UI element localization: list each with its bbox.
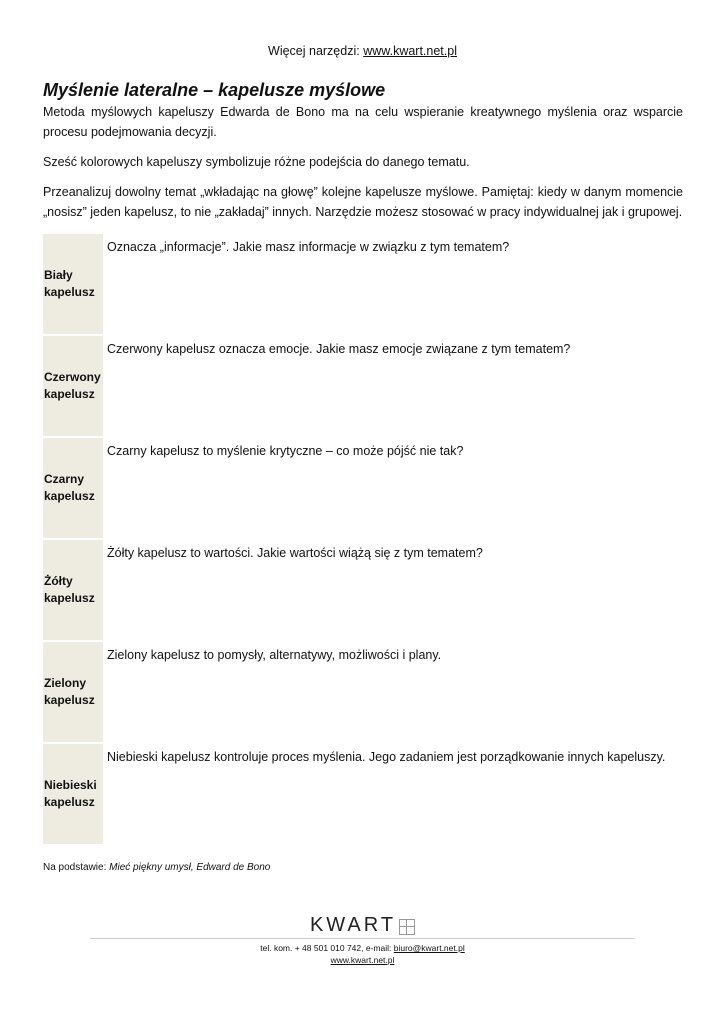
logo-text: KWART (309, 914, 397, 936)
row-label: Żółty kapelusz (43, 540, 103, 642)
header-prefix: Więcej narzędzi: (268, 44, 364, 58)
table-row-green-hat (43, 642, 683, 744)
row-description: Żółty kapelusz to wartości. Jakie wartości wiążą się z tym tematem? (107, 546, 483, 560)
row-description: Oznacza „informacje”. Jakie masz informacje w związku z tym tematem? (107, 240, 510, 254)
row-description: Niebieski kapelusz kontroluje proces myślenia. Jego zadaniem jest porządkowanie innych kapeluszy. (107, 750, 666, 764)
footer-contact: tel. kom. + 48 501 010 742, e-mail: (260, 943, 394, 953)
table-row-blue-hat (43, 744, 683, 846)
hats-table (43, 234, 683, 846)
page-title: Myślenie lateralne – kapelusze myślowe (43, 80, 386, 100)
header-website-link[interactable]: www.kwart.net.pl (363, 44, 457, 58)
table-row-black-hat (43, 438, 683, 540)
logo-grid-icon (399, 919, 415, 935)
row-label: Zielony kapelusz (43, 642, 103, 744)
intro-paragraph-2: Sześć kolorowych kapeluszy symbolizuje różne podejścia do danego tematu. (43, 155, 470, 169)
row-description: Czarny kapelusz to myślenie krytyczne – co może pójść nie tak? (107, 444, 464, 458)
row-label: Niebieski kapelusz (43, 744, 103, 846)
footer (0, 942, 725, 966)
source-note: Na podstawie: Mieć piękny umysł, Edward de Bono (43, 862, 271, 873)
intro-paragraph-1: Metoda myślowych kapeluszy Edwarda de Bono ma na celu wspieranie kreatywnego myślenia oraz wsparcie procesu podejmowania decyzji. (43, 105, 683, 139)
kwart-logo (0, 914, 725, 937)
footer-email-link[interactable]: biuro@kwart.net.pl (393, 943, 465, 953)
table-row-white-hat (43, 234, 683, 336)
table-row-yellow-hat (43, 540, 683, 642)
header-more-tools (0, 44, 725, 58)
row-label: Czarny kapelusz (43, 438, 103, 540)
footer-website-link[interactable]: www.kwart.net.pl (330, 955, 395, 965)
row-description: Zielony kapelusz to pomysły, alternatywy, możliwości i plany. (107, 648, 442, 662)
table-row-red-hat (43, 336, 683, 438)
row-label: Czerwony kapelusz (43, 336, 103, 438)
source-work: Mieć piękny umysł, Edward de Bono (109, 862, 271, 873)
intro-paragraph-3: Przeanalizuj dowolny temat „wkładając na głowę” kolejne kapelusze myślowe. Pamiętaj: kiedy w danym momencie „nosisz” jeden kapelusz, to nie „zakładaj” innych. Narzędzie możesz stosować w pracy indywidualnej jak i grupowej. (43, 185, 683, 219)
row-description: Czerwony kapelusz oznacza emocje. Jakie masz emocje związane z tym tematem? (107, 342, 571, 356)
row-label: Biały kapelusz (43, 234, 103, 336)
footer-divider (90, 938, 635, 939)
